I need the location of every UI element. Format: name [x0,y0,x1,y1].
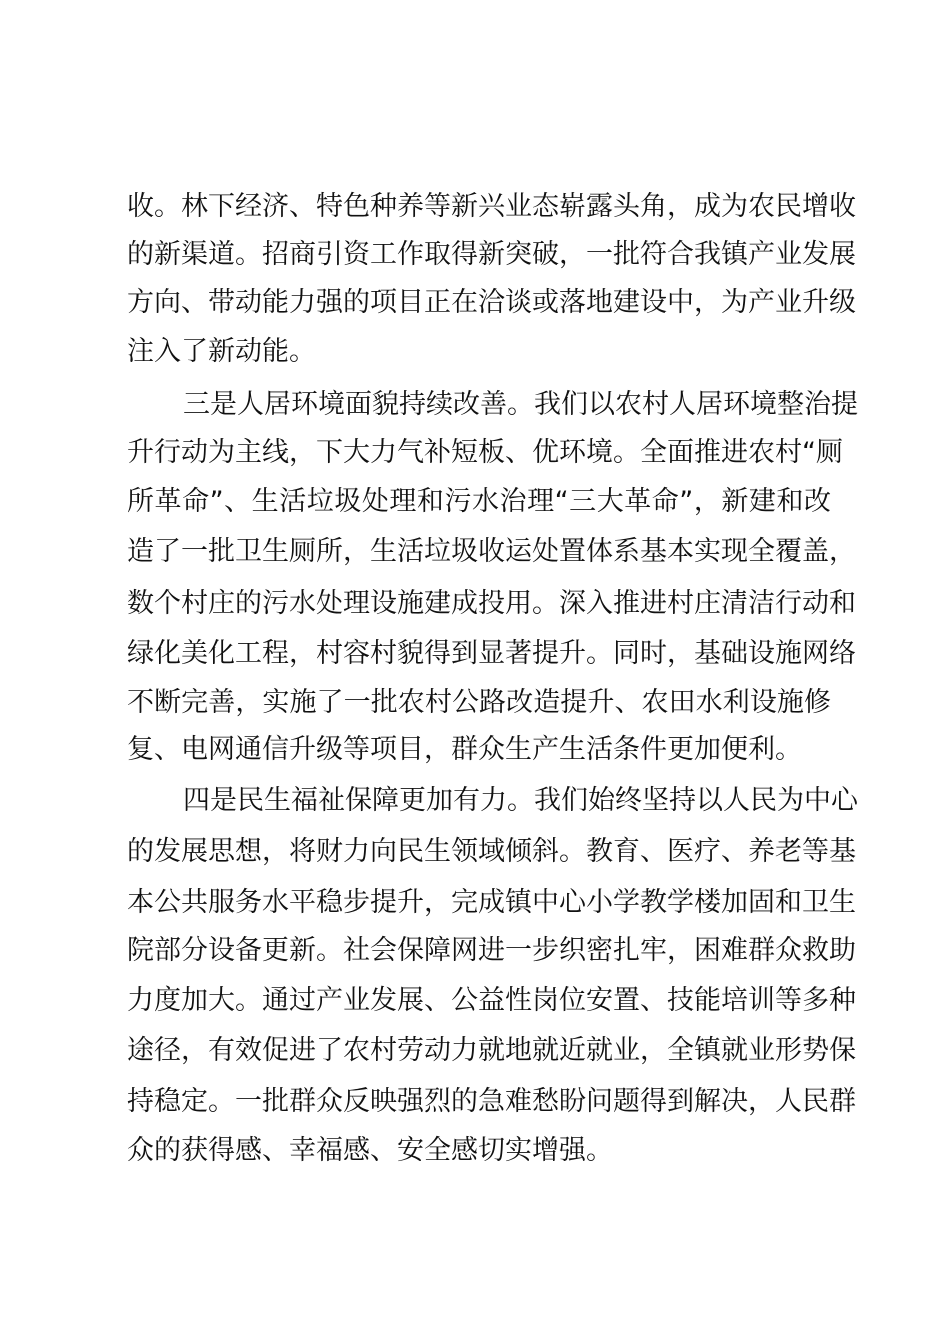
text-line: 持稳定。一批群众反映强烈的急难愁盼问题得到解决，人民群 [127,1086,856,1117]
text-line: 数个村庄的污水处理设施建成投用。深入推进村庄清洁行动和 [127,588,856,619]
text-line: 所革命”、生活垃圾处理和污水治理“三大革命”，新建和改 [127,486,831,517]
text-line: 绿化美化工程，村容村貌得到显著提升。同时，基础设施网络 [127,638,856,669]
text-line: 的新渠道。招商引资工作取得新突破，一批符合我镇产业发展 [127,239,856,270]
text-line: 收。林下经济、特色种养等新兴业态崭露头角，成为农民增收 [127,191,856,222]
text-line: 方向、带动能力强的项目正在洽谈或落地建设中，为产业升级 [127,287,856,318]
text-line: 四是民生福祉保障更加有力。我们始终坚持以人民为中心 [183,785,858,816]
text-line: 院部分设备更新。社会保障网进一步织密扎牢，困难群众救助 [127,935,856,966]
text-line: 三是人居环境面貌持续改善。我们以农村人居环境整治提 [183,389,858,420]
text-line: 复、电网通信升级等项目，群众生产生活条件更加便利。 [127,734,802,765]
text-line: 途径，有效促进了农村劳动力就地就近就业，全镇就业形势保 [127,1035,856,1066]
text-line: 本公共服务水平稳步提升，完成镇中心小学教学楼加固和卫生 [127,887,856,918]
text-line: 升行动为主线，下大力气补短板、优环境。全面推进农村“厕 [127,437,843,468]
text-line: 力度加大。通过产业发展、公益性岗位安置、技能培训等多种 [127,985,856,1016]
text-line: 注入了新动能。 [127,336,316,367]
text-line: 众的获得感、幸福感、安全感切实增强。 [127,1135,613,1166]
text-line: 造了一批卫生厕所，生活垃圾收运处置体系基本实现全覆盖， [127,536,856,567]
text-line: 不断完善，实施了一批农村公路改造提升、农田水利设施修 [127,687,831,718]
text-line: 的发展思想，将财力向民生领域倾斜。教育、医疗、养老等基 [127,836,856,867]
